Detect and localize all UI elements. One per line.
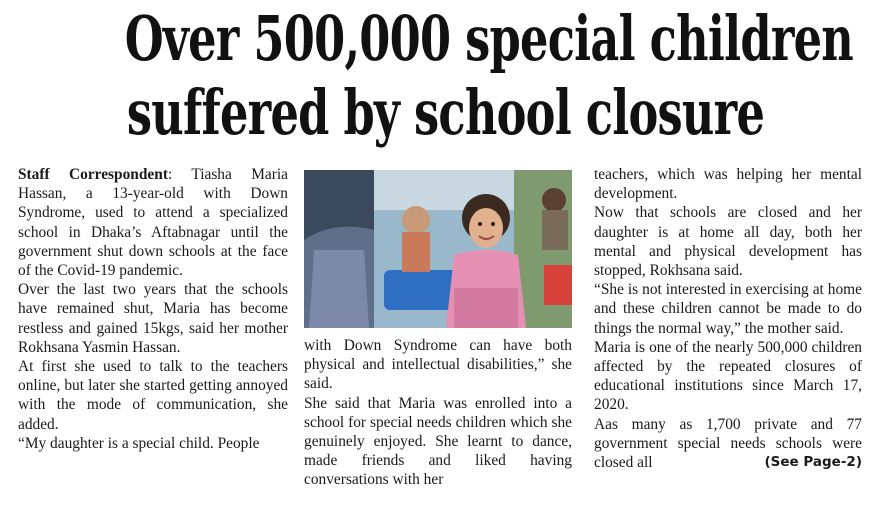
headline-line-1: Over 500,000 special children — [124, 2, 854, 75]
lead-paragraph — [18, 165, 288, 280]
paragraph-last — [594, 415, 862, 473]
paragraph: “My daughter is a special child. People — [18, 434, 260, 452]
lead-text: : Tiasha Maria Hassan, a 13-year-old with Down Syndrome, used to attend a specialized school in Dhaka’s Aftabnagar until the government shut down schools at the face of the Covid-19 pandemic. — [18, 166, 288, 280]
byline: Staff Correspondent — [18, 166, 168, 183]
paragraph: with Down Syndrome can have both physical and intellectual disabilities,” she said. — [304, 337, 572, 393]
paragraph-text: Aas many as 1,700 private and 77 government special needs schools were closed all — [594, 415, 862, 472]
paragraph: Maria is one of the nearly 500,000 children affected by the repeated closures of educational institutions since March 17, 2020. — [594, 338, 862, 414]
classroom-photo-illustration — [304, 170, 572, 328]
article-column-1 — [18, 165, 288, 453]
headline-line-2: suffered by school closure — [126, 76, 765, 149]
article-photo — [304, 170, 572, 328]
see-page-link[interactable]: (See Page-2) — [764, 454, 862, 471]
paragraph: teachers, which was helping her mental development. — [594, 166, 862, 203]
paragraph: “She is not interested in exercising at home and these children cannot be made to do things the normal way,” the mother said. — [594, 281, 862, 337]
paragraph: At first she used to talk to the teachers online, but later she started getting annoyed with the mode of communication, she added. — [18, 358, 288, 433]
article-column-3 — [594, 165, 862, 472]
article-column-2 — [304, 336, 572, 490]
paragraph: Now that schools are closed and her daughter is at home all day, both her mental and physical development has stopped, Rokhsana said. — [594, 204, 862, 280]
paragraph: She said that Maria was enrolled into a school for special needs children which she genuinely enjoyed. She learnt to dance, made friends and liked having conversations with her — [304, 394, 572, 489]
paragraph: Over the last two years that the schools have remained shut, Maria has become restless and gained 15kgs, said her mother Rokhsana Yasmin Hassan. — [18, 281, 288, 356]
